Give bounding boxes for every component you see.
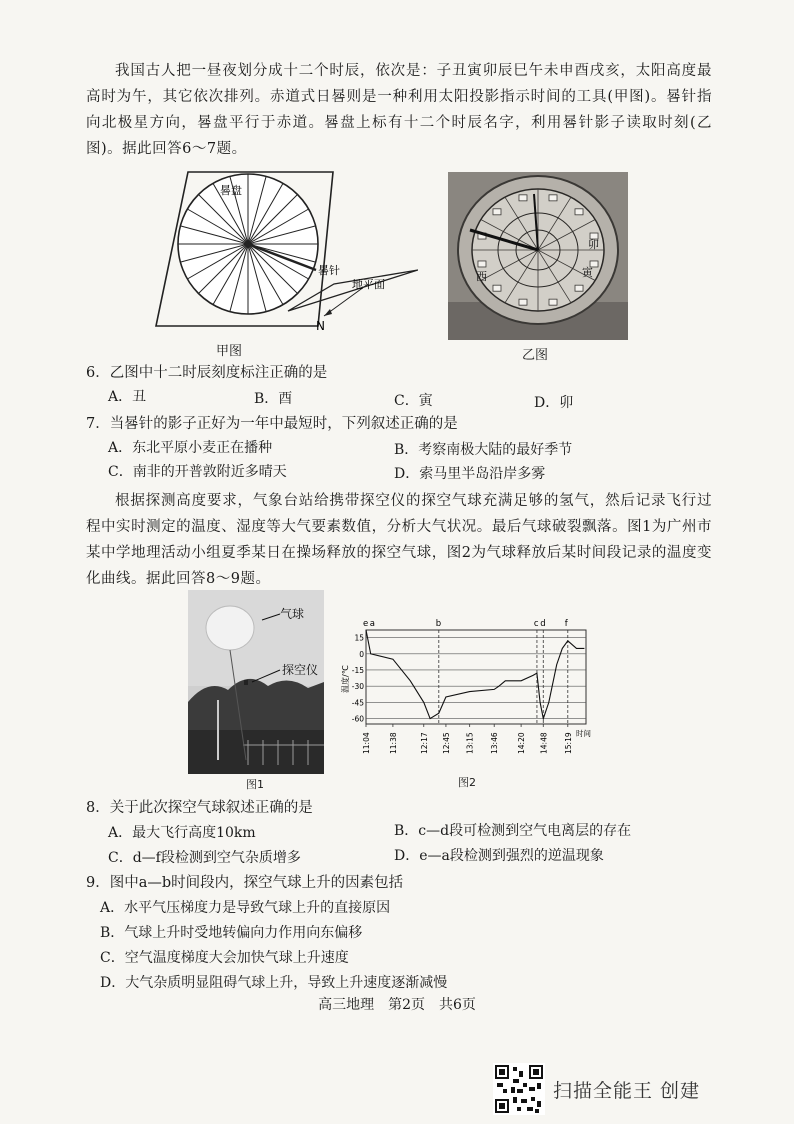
y-tick-label: 0 bbox=[359, 649, 364, 659]
x-tick-label: 13:46 bbox=[490, 732, 500, 754]
dial-hour-block bbox=[575, 285, 583, 291]
temperature-chart bbox=[336, 612, 598, 762]
x-tick-label: 11:38 bbox=[388, 732, 398, 754]
phase-marker-label: b bbox=[435, 619, 442, 629]
intro-paragraph-6-7: 我国古人把一昼夜划分成十二个时辰，依次是：子丑寅卯辰巳午未申酉戌亥，太阳高度最高时为午，其它依次排列。赤道式日晷则是一种利用太阳投影指示时间的工具(甲图)。晷针指向北极星方向，晷盘平行于赤道。晷盘上标有十二个时辰名字，利用晷针影子读取时刻(乙图)。据此回答6～7题。 bbox=[86, 63, 712, 157]
qr-code-icon bbox=[493, 1063, 545, 1115]
question-9-stem: 9．图中a—b时间段内，探空气球上升的因素包括 bbox=[86, 875, 404, 891]
q9-option-b: B．气球上升时受地转偏向力作用向东偏移 bbox=[100, 925, 363, 941]
q9-option-a: A．水平气压梯度力是导致气球上升的直接原因 bbox=[100, 900, 391, 916]
q7-option-a: A．东北平原小麦正在播种 bbox=[108, 440, 273, 456]
x-tick-label: 14:20 bbox=[517, 732, 527, 754]
dial-mark-yin: 寅 bbox=[582, 266, 593, 279]
q8-option-d: D．e—a段检测到强烈的逆温现象 bbox=[394, 848, 604, 864]
temperature-series-line bbox=[366, 630, 584, 719]
sundial-diagram-jia bbox=[148, 166, 418, 356]
sundial-photo-yi bbox=[448, 172, 628, 340]
dial-mark-mao: 卯 bbox=[588, 238, 599, 251]
page-footer: 高三地理 第2页 共6页 bbox=[318, 997, 476, 1013]
y-tick-label: 15 bbox=[354, 633, 364, 643]
q8-option-c: C．d—f段检测到空气杂质增多 bbox=[108, 850, 301, 866]
north-label: N bbox=[316, 319, 325, 333]
caption-fig2: 图2 bbox=[458, 776, 476, 789]
y-tick-label: -15 bbox=[351, 665, 364, 675]
balloon-label: 气球 bbox=[280, 607, 305, 621]
intro-paragraph-8-9: 根据探测高度要求，气象台站给携带探空仪的探空气球充满足够的氢气，然后记录飞行过程中实时测定的温度、湿度等大气要素数值，分析大气状况。最后气球破裂飘落。图1为广州市某中学地理活动小组夏季某日在操场释放的探空气球，图2为气球释放后某时间段记录的温度变化曲线。据此回答8～9题。 bbox=[86, 493, 712, 587]
q7-option-d: D．索马里半岛沿岸多雾 bbox=[394, 466, 546, 482]
q7-option-b: B．考察南极大陆的最好季节 bbox=[394, 442, 573, 458]
question-7-stem: 7．当晷针的影子正好为一年中最短时，下列叙述正确的是 bbox=[86, 416, 458, 432]
dial-hour-block bbox=[478, 261, 486, 267]
needle-label: 晷针 bbox=[318, 264, 340, 277]
x-tick-label: 12:17 bbox=[419, 732, 429, 754]
x-tick-label: 11:04 bbox=[362, 732, 371, 754]
dial-hour-block bbox=[519, 299, 527, 305]
balloon-photo bbox=[188, 590, 324, 774]
probe-label: 探空仪 bbox=[282, 663, 319, 677]
question-6-stem: 6．乙图中十二时辰刻度标注正确的是 bbox=[86, 365, 328, 381]
q8-option-a: A．最大飞行高度10km bbox=[108, 825, 256, 841]
dial-hour-block bbox=[575, 209, 583, 215]
q6-option-a: A．丑 bbox=[108, 389, 147, 405]
q6-option-b: B．酉 bbox=[254, 391, 293, 407]
question-8-stem: 8．关于此次探空气球叙述正确的是 bbox=[86, 800, 313, 816]
x-tick-label: 13:15 bbox=[465, 732, 475, 754]
x-axis-label: 时间 bbox=[576, 729, 591, 738]
plot-frame bbox=[366, 630, 586, 724]
phase-marker-label: c bbox=[533, 619, 539, 629]
y-tick-label: -30 bbox=[351, 682, 364, 692]
phase-marker-label: f bbox=[564, 619, 568, 629]
ground-label: 地平面 bbox=[352, 278, 385, 291]
dial-hour-block bbox=[519, 195, 527, 201]
dial-hour-block bbox=[493, 285, 501, 291]
dial-hour-block bbox=[549, 195, 557, 201]
dial-mark-you: 西 bbox=[476, 270, 487, 283]
q8-option-b: B．c—d段可检测到空气电离层的存在 bbox=[394, 823, 632, 839]
x-tick-label: 14:48 bbox=[539, 732, 549, 754]
y-axis-label: 温度/℃ bbox=[341, 665, 350, 693]
q9-option-c: C．空气温度梯度大会加快气球上升速度 bbox=[100, 950, 349, 966]
y-tick-label: -45 bbox=[351, 698, 364, 708]
plate-label: 晷盘 bbox=[220, 184, 242, 197]
q6-option-c: C．寅 bbox=[394, 393, 433, 409]
q7-option-c: C．南非的开普敦附近多晴天 bbox=[108, 464, 287, 480]
scanner-watermark: 扫描全能王 创建 bbox=[553, 1080, 701, 1102]
x-tick-label: 15:19 bbox=[563, 732, 573, 754]
dial-hour-block bbox=[549, 299, 557, 305]
phase-marker-label: d bbox=[540, 619, 546, 629]
caption-jia: 甲图 bbox=[216, 344, 243, 359]
caption-yi: 乙图 bbox=[522, 348, 549, 363]
caption-fig1: 图1 bbox=[246, 778, 264, 791]
phase-marker-label: e bbox=[363, 619, 369, 629]
x-tick-label: 12:45 bbox=[441, 732, 451, 754]
y-tick-label: -60 bbox=[351, 714, 364, 724]
dial-hour-block bbox=[493, 209, 501, 215]
q9-option-d: D．大气杂质明显阻碍气球上升，导致上升速度逐渐减慢 bbox=[100, 975, 448, 991]
phase-marker-label: a bbox=[369, 619, 375, 629]
q6-option-d: D．卯 bbox=[534, 395, 574, 411]
